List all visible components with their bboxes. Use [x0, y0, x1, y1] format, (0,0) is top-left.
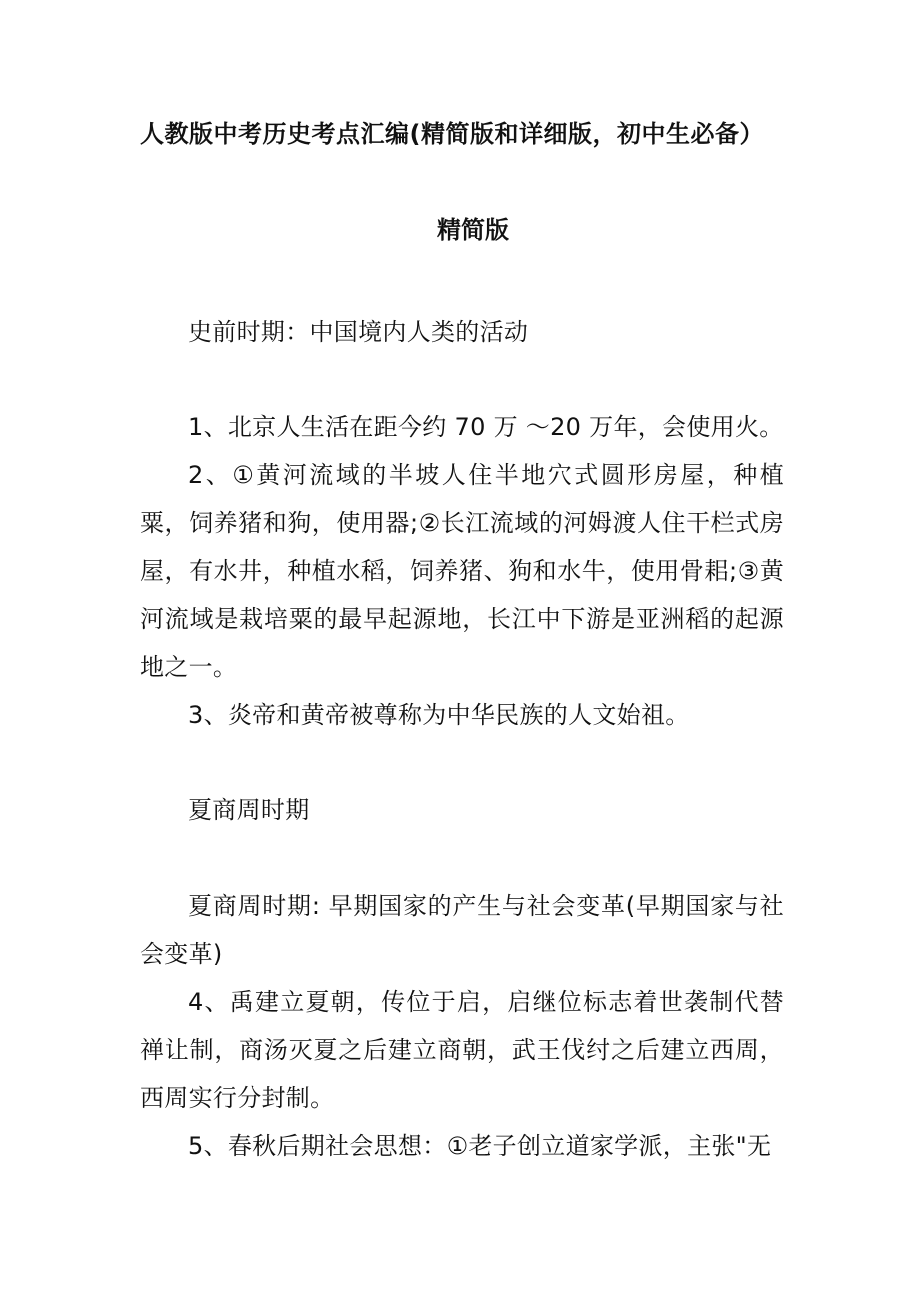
paragraph-4: 4、禹建立夏朝，传位于启，启继位标志着世袭制代替禅让制，商汤灭夏之后建立商朝，武王伐纣之后建立西周，西周实行分封制。 — [140, 988, 784, 1112]
section-heading-early-states: 夏商周时期: 早期国家的产生与社会变革(早期国家与社会变革) — [140, 892, 784, 968]
paragraph-5: 5、春秋后期社会思想：①老子创立道家学派，主张"无 — [188, 1132, 772, 1160]
section-heading-prehistory: 史前时期：中国境内人类的活动 — [188, 318, 529, 346]
paragraph-1: 1、北京人生活在距今约 70 万 ～20 万年，会使用火。 — [188, 413, 784, 441]
section-heading-xia-shang-zhou: 夏商周时期 — [188, 796, 310, 824]
document-subtitle: 精简版 — [437, 216, 509, 244]
paragraph-2: 2、①黄河流域的半坡人住半地穴式圆形房屋，种植粟，饲养猪和狗，使用器;②长江流域的河姆渡人住干栏式房屋，有水井，种植水稻，饲养猪、狗和水牛，使用骨耜;③黄河流域是栽培粟的最早起源地，长江中下游是亚洲稻的起源地之一。 — [140, 461, 784, 681]
paragraph-3: 3、炎帝和黄帝被尊称为中华民族的人文始祖。 — [188, 701, 690, 729]
document-title: 人教版中考历史考点汇编(精简版和详细版，初中生必备） — [140, 120, 764, 148]
